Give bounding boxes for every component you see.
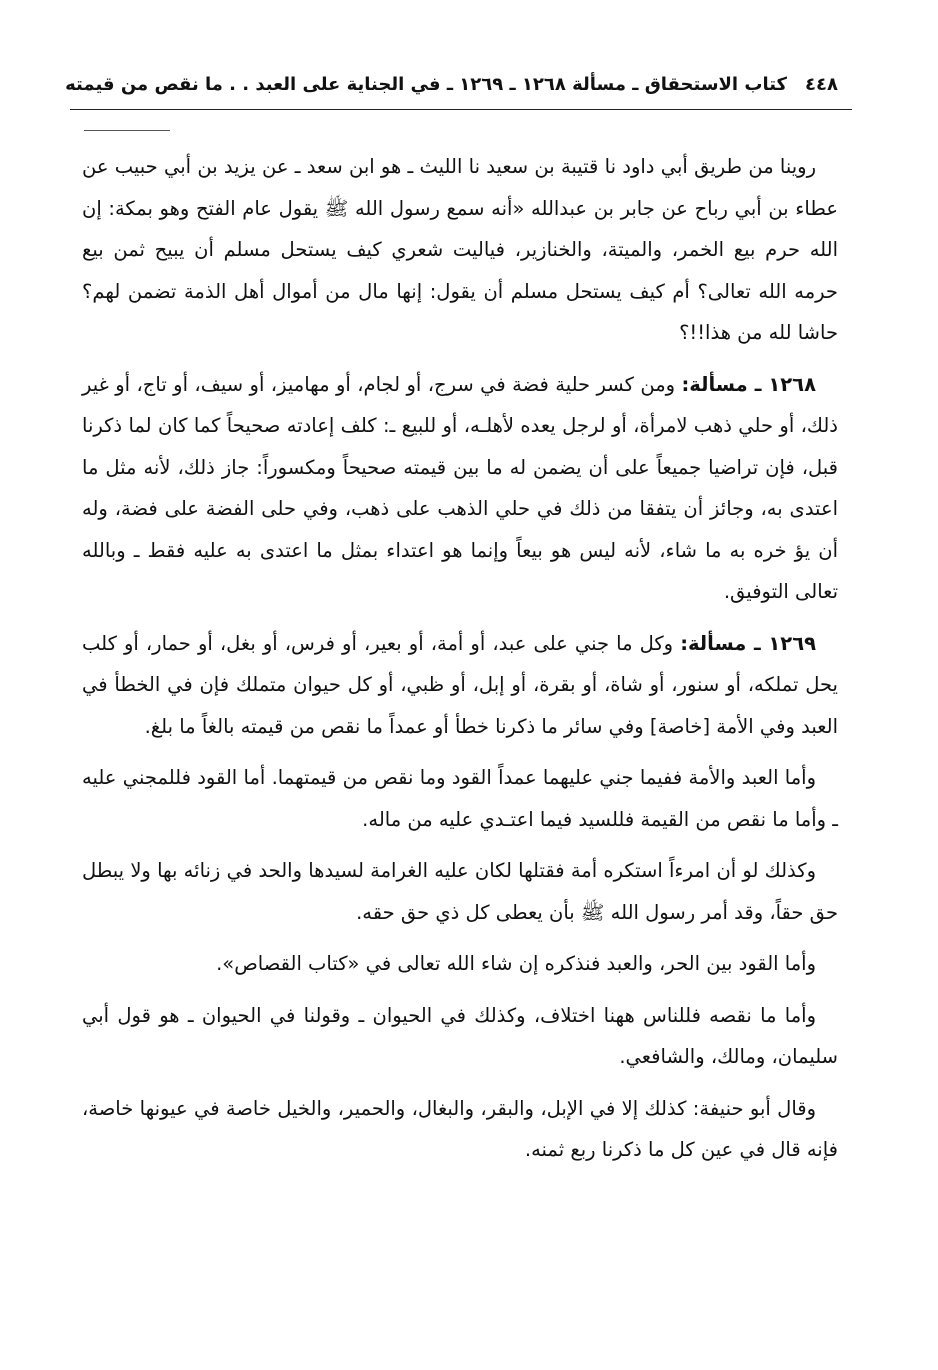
paragraph-text: وأما ما نقصه فللناس ههنا اختلاف، وكذلك في الحيوان ـ وقولنا في الحيوان ـ هو قول أبي سليمان، ومالك، والشافعي. [82,1003,838,1068]
paragraph-disagreement [82,995,838,1078]
paragraph-issue-1268 [82,364,838,613]
paragraph-abu-hanifa [82,1088,838,1171]
running-title: كتاب الاستحقاق ـ مسألة ١٢٦٨ ـ ١٢٦٩ ـ في الجناية على العبد . . ما نقص من قيمته [65,73,788,95]
paragraph-coerced-slave [82,850,838,933]
paragraph-free-and-slave [82,943,838,985]
running-header [65,66,838,102]
paragraph-text: وكذلك لو أن امرءاً استكره أمة فقتلها لكان عليه الغرامة لسيدها والحد في زنائه بها ولا يبطل حق حقاً، وقد أمر رسول الله ﷺ بأن يعطى كل ذي حق حقه. [82,859,838,924]
body-text [82,146,838,1181]
paragraph-hadith [82,146,838,354]
paragraph-text: وأما العبد والأمة ففيما جني عليهما عمداً القود وما نقص من قيمتهما. أما القود فللمجني عليه ـ وأما ما نقص من القيمة فللسيد فيما اعتـدي عليه من ماله. [82,766,838,831]
paragraph-text: روينا من طريق أبي داود نا قتيبة بن سعيد نا الليث ـ هو ابن سعد ـ عن يزيد بن أبي حبيب عن عطاء بن أبي رباح عن جابر بن عبدالله «أنه سمع رسول الله ﷺ يقول عام الفتح وهو بمكة: إن الله حرم بيع الخمر، والميتة، والخنازير، فياليت شعري كيف يستحل مسلم أن يبيح ثمن بيع حرمه الله تعالى؟ أم كيف يستحل مسلم أن يقول: إنها مال من أموال أهل الذمة تضمن لهم؟ حاشا لله من هذا!!؟ [82,155,838,344]
header-divider [70,109,852,110]
paragraph-slave-retaliation [82,757,838,840]
paragraph-text: وأما القود بين الحر، والعبد فنذكره إن شاء الله تعالى في «كتاب القصاص». [216,952,816,975]
issue-number-label: ١٢٦٩ ـ مسألة: [680,631,816,655]
paragraph-text: وقال أبو حنيفة: كذلك إلا في الإبل، والبقر، والبغال، والحمير، والخيل خاصة في عيونها خاصة، فإنه قال في عين كل ما ذكرنا ربع ثمنه. [82,1096,838,1161]
paragraph-issue-1269 [82,623,838,748]
issue-number-label: ١٢٦٨ ـ مسألة: [681,372,816,396]
paragraph-text: وكل ما جني على عبد، أو أمة، أو بعير، أو فرس، أو بغل، أو حمار، أو كلب يحل تملكه، أو سنور، أو شاة، أو بقرة، أو إبل، أو ظبي، أو كل حيوان متملك فإن في الخطأ في العبد وفي الأمة [خاصة] وفي سائر ما ذكرنا خطأ أو عمداً ما نقص من قيمته بالغاً ما بلغ. [82,631,838,738]
paragraph-text: ومن كسر حلية فضة في سرج، أو لجام، أو مهاميز، أو سيف، أو تاج، أو غير ذلك، أو حلي ذهب لامرأة، أو لرجل يعده لأهلـه، أو للبيع ـ: كلف إعادته صحيحاً كما كان لما ذكرنا قبل، فإن تراضيا جميعاً على أن يضمن له ما بين قيمته صحيحاً ومكسوراً: جاز ذلك، لأنه مثل ما اعتدى به، وجائز أن يتفقا من ذلك في حلي الذهب على ذهب، وفي حلى الفضة على فضة، وله أن يؤ خره به ما شاء، لأنه ليس هو بيعاً وإنما هو اعتداء بمثل ما اعتدى به عليه فقط ـ وبالله تعالى التوفيق. [82,372,838,603]
short-divider [84,130,170,131]
page-number: ٤٤٨ [805,73,838,95]
